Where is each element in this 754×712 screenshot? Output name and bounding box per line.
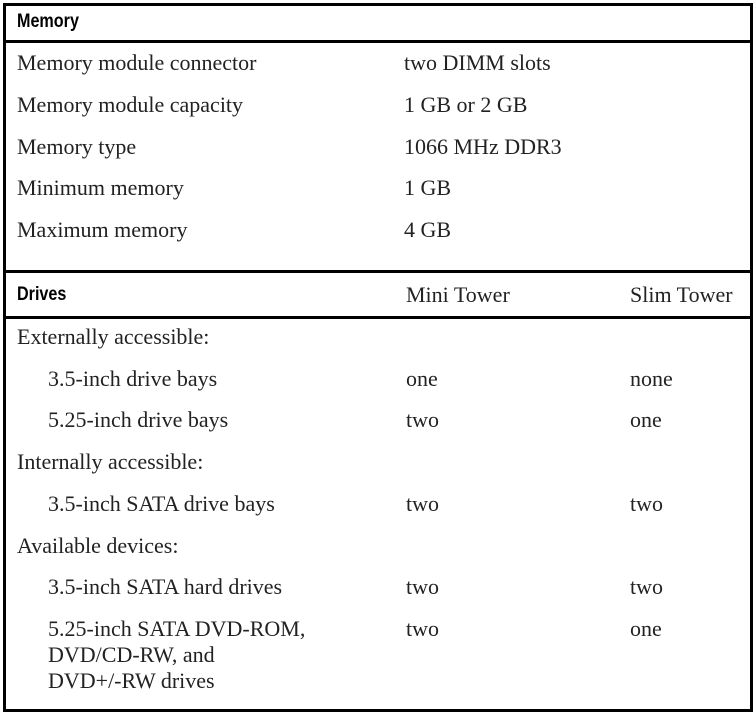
row-label: Maximum memory <box>17 217 188 242</box>
row-label: Memory module connector <box>17 50 257 75</box>
row-label: DVD/CD-RW, and <box>48 642 215 667</box>
mini-value: one <box>406 366 438 391</box>
slim-value: one <box>630 616 662 641</box>
mini-value: two <box>406 616 439 641</box>
group-label: Available devices: <box>17 533 179 558</box>
group-label: Internally accessible: <box>17 449 204 474</box>
row-label: Memory type <box>17 134 137 159</box>
mini-value: two <box>406 407 439 432</box>
divider <box>3 270 753 273</box>
slim-value: one <box>630 407 662 432</box>
row-value: 1 GB or 2 GB <box>404 92 528 117</box>
row-label: 3.5-inch SATA drive bays <box>48 491 275 516</box>
memory-heading: Memory <box>17 11 79 32</box>
row-label: 3.5-inch drive bays <box>48 366 218 391</box>
slim-value: two <box>630 574 663 599</box>
column-header-mini-tower: Mini Tower <box>406 282 510 307</box>
row-value: 1 GB <box>404 175 452 200</box>
divider <box>3 40 753 43</box>
row-label: DVD+/-RW drives <box>48 668 215 693</box>
row-label: Minimum memory <box>17 175 184 200</box>
row-label: 5.25-inch SATA DVD-ROM, <box>48 616 306 641</box>
row-value: two DIMM slots <box>404 50 551 75</box>
group-label: Externally accessible: <box>17 324 210 349</box>
slim-value: none <box>630 366 673 391</box>
row-label: 3.5-inch SATA hard drives <box>48 574 283 599</box>
mini-value: two <box>406 491 439 516</box>
slim-value: two <box>630 491 663 516</box>
row-label: Memory module capacity <box>17 92 244 117</box>
column-header-slim-tower: Slim Tower <box>630 282 733 307</box>
row-value: 4 GB <box>404 217 452 242</box>
divider <box>3 316 753 319</box>
row-label: 5.25-inch drive bays <box>48 407 229 432</box>
mini-value: two <box>406 574 439 599</box>
row-value: 1066 MHz DDR3 <box>404 134 562 159</box>
drives-heading: Drives <box>17 284 67 305</box>
